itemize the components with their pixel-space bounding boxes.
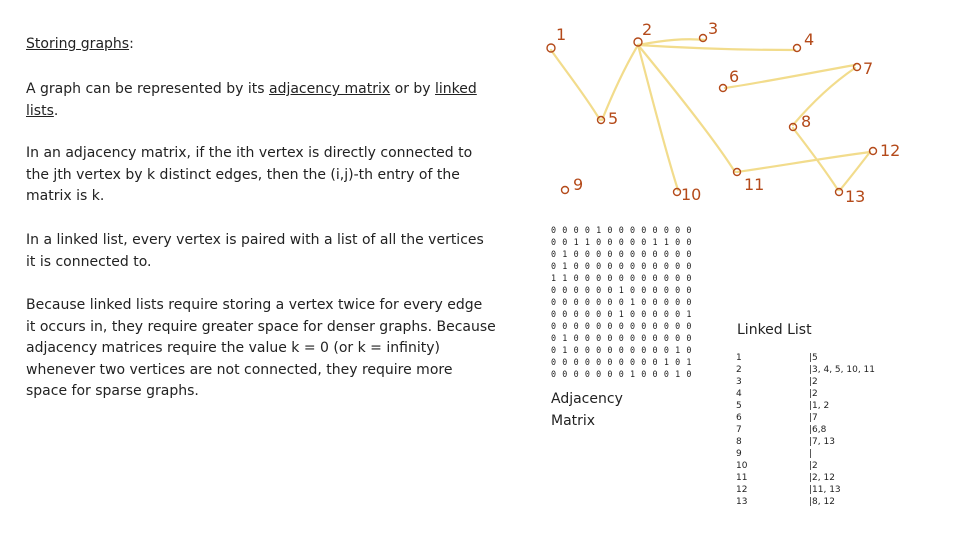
paragraph-adjacency-matrix: In an adjacency matrix, if the ith vertex is directly connected to the jth vertex by k distinct edges, then the (i,j)-th entry of the matrix is k. xyxy=(26,145,473,205)
vertex-10-label: 10 xyxy=(681,185,702,204)
list-vertex: 4 xyxy=(736,389,742,399)
list-item xyxy=(735,484,875,496)
list-vertex: 1 xyxy=(736,353,742,363)
vertex-13-label: 13 xyxy=(845,187,866,206)
matrix-row: 0 1 0 0 0 0 0 0 0 0 0 1 0 xyxy=(551,345,693,355)
list-item xyxy=(735,436,875,448)
edge-1-5 xyxy=(551,50,600,120)
list-vertex: 9 xyxy=(736,449,742,459)
graph-edges xyxy=(551,39,870,190)
list-item xyxy=(735,448,875,460)
edge-11-12 xyxy=(737,152,870,172)
vertex-5-label: 5 xyxy=(608,109,619,128)
edge-2-11 xyxy=(638,45,735,172)
list-neighbors: |5 xyxy=(809,353,818,363)
vertex-7-label: 7 xyxy=(863,59,874,78)
list-neighbors: |2 xyxy=(809,377,818,387)
matrix-row: 0 0 0 0 1 0 0 0 0 0 0 0 0 xyxy=(551,225,693,235)
vertex-6-label: 6 xyxy=(729,67,740,86)
term-adjacency-matrix: adjacency matrix xyxy=(268,81,391,97)
slide-title-colon: : xyxy=(129,36,134,52)
list-item xyxy=(735,460,875,472)
vertex-2-label: 2 xyxy=(642,20,653,39)
edge-2-10 xyxy=(638,45,678,190)
linked-list-table xyxy=(735,352,875,508)
p1-text-middle: or by xyxy=(390,81,436,97)
matrix-row: 0 0 0 0 0 0 0 0 0 0 1 0 1 xyxy=(551,357,693,367)
p1-text-end: . xyxy=(53,102,59,119)
term-linked-lists: linked lists xyxy=(26,81,477,119)
list-neighbors: |7 xyxy=(809,413,818,423)
list-vertex: 11 xyxy=(736,473,748,483)
paragraph-representation xyxy=(26,79,496,122)
matrix-label-line2: Matrix xyxy=(551,413,596,429)
list-neighbors: |7, 13 xyxy=(809,437,835,447)
list-vertex: 3 xyxy=(736,377,742,387)
edge-6-7 xyxy=(725,65,855,88)
p1-text-before: A graph can be represented by its xyxy=(26,81,269,97)
list-neighbors: |6,8 xyxy=(809,425,827,435)
list-item xyxy=(735,496,875,508)
graph-drawing xyxy=(525,10,925,215)
list-item xyxy=(735,400,875,412)
vertex-4-label: 4 xyxy=(804,30,815,49)
vertex-11-label: 11 xyxy=(744,175,765,194)
matrix-label-line1: Adjacency xyxy=(551,391,623,407)
list-neighbors: |1, 2 xyxy=(809,401,830,411)
list-vertex: 13 xyxy=(736,497,748,507)
list-item xyxy=(735,424,875,436)
edge-12-13 xyxy=(840,152,870,190)
vertex-1-label: 1 xyxy=(556,25,567,44)
matrix-row: 0 0 0 0 0 0 1 0 0 0 0 0 1 xyxy=(551,309,693,319)
edge-2-4 xyxy=(638,45,795,50)
matrix-row: 1 1 0 0 0 0 0 0 0 0 0 0 0 xyxy=(551,273,693,283)
vertex-12-dot xyxy=(870,148,877,155)
list-vertex: 12 xyxy=(736,485,748,495)
list-vertex: 2 xyxy=(736,365,742,375)
list-item xyxy=(735,388,875,400)
list-item xyxy=(735,472,875,484)
slide-title-text: Storing graphs xyxy=(26,36,130,52)
adjacency-matrix-label xyxy=(551,388,641,432)
linked-list-title: Linked List xyxy=(737,322,812,338)
list-item xyxy=(735,364,875,376)
list-vertex: 8 xyxy=(736,437,742,447)
list-item xyxy=(735,376,875,388)
list-vertex: 5 xyxy=(736,401,742,411)
vertex-3-label: 3 xyxy=(708,19,719,38)
vertex-8-label: 8 xyxy=(801,112,812,131)
paragraph-space-comparison: Because linked lists require storing a vertex twice for every edge it occurs in, they require greater space for denser graphs. Because adjacency matrices require the value k = 0 (or k = infinity) whenever two vertices are not connected, they require more space for sparse graphs. xyxy=(26,297,496,400)
vertex-12-label: 12 xyxy=(880,141,901,160)
list-neighbors: |3, 4, 5, 10, 11 xyxy=(809,365,876,375)
paragraph-linked-list: In a linked list, every vertex is paired with a list of all the vertices it is connected to. xyxy=(26,232,484,270)
list-vertex: 7 xyxy=(736,425,742,435)
matrix-row: 0 0 0 0 0 0 0 1 0 0 0 0 0 xyxy=(551,297,693,307)
matrix-row: 0 1 0 0 0 0 0 0 0 0 0 0 0 xyxy=(551,333,693,343)
matrix-row: 0 0 0 0 0 0 0 1 0 0 0 1 0 xyxy=(551,369,693,379)
list-neighbors: |2, 12 xyxy=(809,473,835,483)
vertex-4-dot xyxy=(794,45,801,52)
matrix-row: 0 0 1 1 0 0 0 0 0 1 1 0 0 xyxy=(551,237,693,247)
list-item xyxy=(735,352,875,364)
matrix-row: 0 1 0 0 0 0 0 0 0 0 0 0 0 xyxy=(551,261,693,271)
edge-2-3 xyxy=(638,39,705,45)
list-item xyxy=(735,412,875,424)
matrix-row: 0 1 0 0 0 0 0 0 0 0 0 0 0 xyxy=(551,249,693,259)
matrix-row: 0 0 0 0 0 0 0 0 0 0 0 0 0 xyxy=(551,321,693,331)
list-neighbors: |2 xyxy=(809,461,818,471)
adjacency-matrix xyxy=(551,224,692,380)
list-neighbors: |11, 13 xyxy=(809,485,841,495)
list-neighbors: |2 xyxy=(809,389,818,399)
list-vertex: 6 xyxy=(736,413,742,423)
vertex-9-dot xyxy=(562,187,569,194)
vertex-9-label: 9 xyxy=(573,175,584,194)
slide-title xyxy=(26,36,134,52)
list-neighbors: | xyxy=(809,449,813,459)
list-vertex: 10 xyxy=(736,461,748,471)
matrix-row: 0 0 0 0 0 0 1 0 0 0 0 0 0 xyxy=(551,285,693,295)
list-neighbors: |8, 12 xyxy=(809,497,835,507)
